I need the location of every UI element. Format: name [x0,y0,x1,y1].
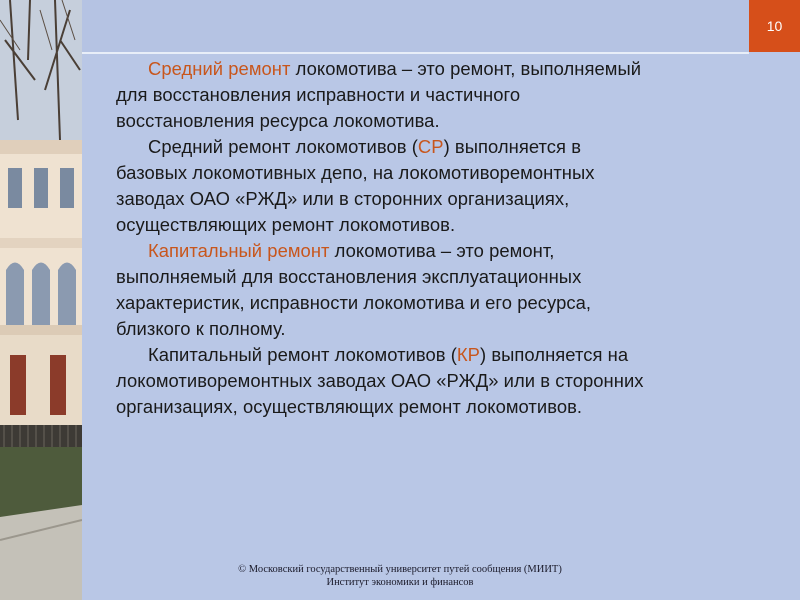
slide-body [116,56,756,420]
term-capital-repair: Капитальный ремонт [148,240,330,261]
footer [130,563,670,589]
building-photo [0,0,82,600]
paragraph-medium-repair-definition: Средний ремонт локомотива – это ремонт, выполняемый для восстановления исправности и частичного восстановления ресурса локомотива. [116,58,642,131]
slide-number: 10 [749,0,800,52]
header-bar [82,0,749,52]
footer-institute: Институт экономики и финансов [326,577,474,588]
building-photo-illustration [0,0,82,600]
footer-copyright: © Московский государственный университет путей сообщения (МИИТ) [238,564,562,575]
term-medium-repair: Средний ремонт [148,58,291,79]
header-divider [82,52,749,54]
paragraph-capital-repair-definition: Капитальный ремонт локомотива – это ремонт, выполняемый для восстановления эксплуатационных характеристик, исправности локомотива и его ресурса, близкого к полному. [116,240,592,339]
paragraph-medium-repair-location: Средний ремонт локомотивов (СР) выполняется в базовых локомотивных депо, на локомотиворемонтных заводах ОАО «РЖД» или в сторонних организациях, осуществляющих ремонт локомотивов. [116,136,595,235]
abbr-kr: КР [456,344,480,365]
abbr-sr: СР [417,136,444,157]
paragraph-capital-repair-location: Капитальный ремонт локомотивов (КР) выполняется на локомотиворемонтных заводах ОАО «РЖД» или в сторонних организациях, осуществляющих ремонт локомотивов. [116,344,644,417]
